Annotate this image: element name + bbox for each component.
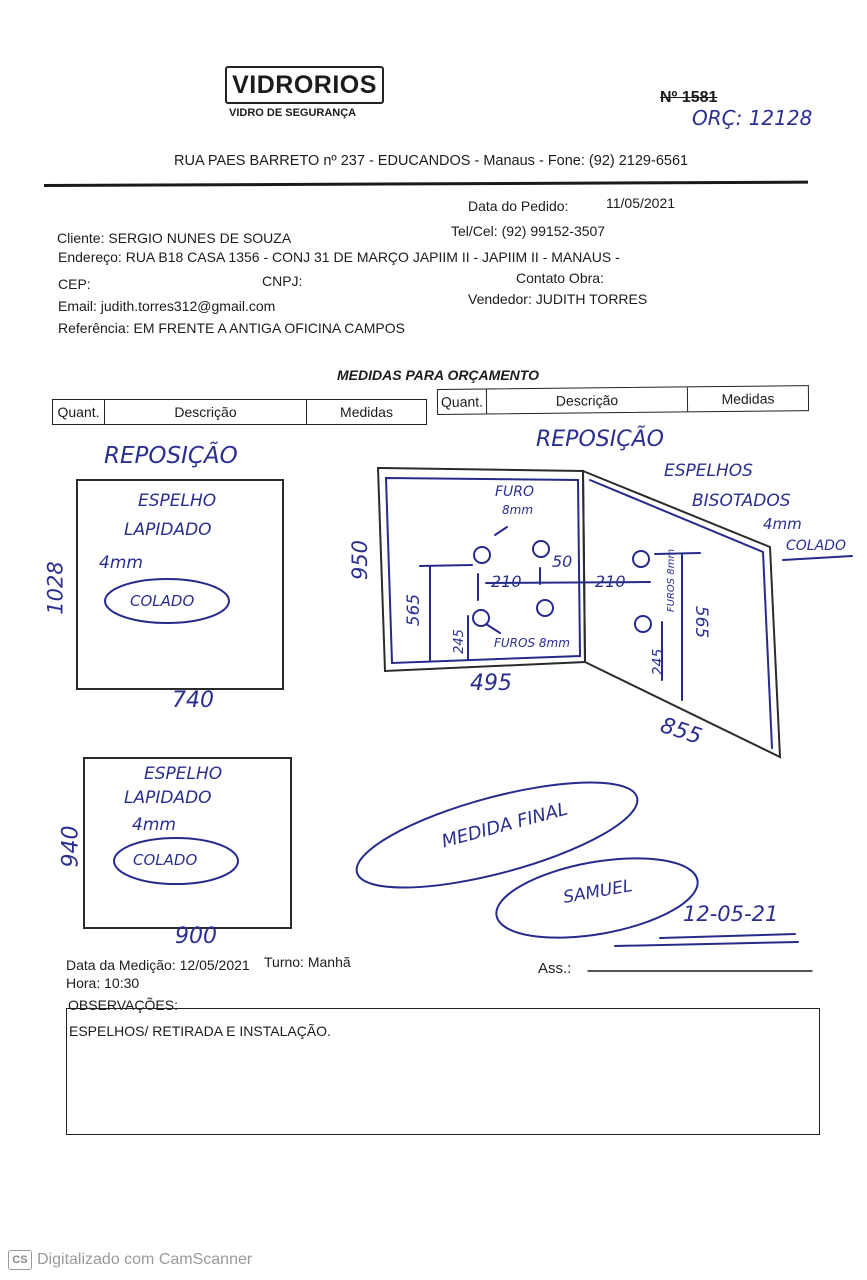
colado-underline <box>783 556 852 560</box>
obs-text: ESPELHOS/ RETIRADA E INSTALAÇÃO. <box>69 1023 331 1039</box>
mirror-2-thickness: 4mm <box>132 815 176 835</box>
furo-size: 8mm <box>502 503 534 517</box>
camscanner-badge: CS <box>8 1250 32 1270</box>
mirror-1-colado: COLADO <box>130 592 195 610</box>
order-date-label: Data do Pedido: <box>468 198 569 214</box>
dim-tick <box>420 565 472 566</box>
col-qty: Quant. <box>438 389 487 414</box>
hole-marker <box>633 551 649 567</box>
dim-50: 50 <box>552 552 573 571</box>
corner-height: 950 <box>348 539 373 581</box>
obs-box <box>66 1008 820 1135</box>
signer-name: SAMUEL <box>561 876 634 908</box>
furos-pointer <box>486 624 500 633</box>
mirror-1-width: 740 <box>172 688 214 713</box>
measures-title: MEDIDAS PARA ORÇAMENTO <box>337 367 539 383</box>
client-address: Endereço: RUA B18 CASA 1356 - CONJ 31 DE MARÇO JAPIIM II - JAPIIM II - MANAUS - <box>58 249 620 265</box>
dim-855: 855 <box>657 713 705 750</box>
dim-210-b: 210 <box>595 572 626 591</box>
measure-turn: Turno: Manhã <box>264 954 351 970</box>
hole-marker <box>537 600 553 616</box>
company-address: RUA PAES BARRETO nº 237 - EDUCANDOS - Manaus - Fone: (92) 2129-6561 <box>174 153 689 169</box>
client-phone: Tel/Cel: (92) 99152-3507 <box>451 223 606 239</box>
brand-logo: VIDRORIOS <box>225 66 384 104</box>
corner-desc-3: 4mm <box>763 515 802 533</box>
client-name: Cliente: SERGIO NUNES DE SOUZA <box>57 230 292 246</box>
mirror-1-height: 1028 <box>43 561 68 615</box>
col-qty: Quant. <box>53 400 105 424</box>
col-meas: Medidas <box>340 404 393 420</box>
dim-245-left: 245 <box>451 629 467 654</box>
final-measure-text: MEDIDA FINAL <box>439 798 570 853</box>
dim-565-left: 565 <box>404 593 425 627</box>
mirror-1-title: ESPELHO <box>138 491 217 511</box>
date-underline <box>660 934 795 938</box>
corner-desc-1: ESPELHOS <box>664 461 753 481</box>
dim-495: 495 <box>470 671 512 696</box>
furos-bottom-label: FUROS 8mm <box>494 636 570 650</box>
col-desc: Descrição <box>105 400 307 424</box>
brand-tagline: VIDRO DE SEGURANÇA <box>229 107 357 119</box>
camscanner-text: Digitalizado com CamScanner <box>37 1251 253 1268</box>
mirror-1-outline <box>77 480 283 689</box>
hole-marker <box>473 610 489 626</box>
cnpj-label: CNPJ: <box>262 273 303 289</box>
seller-name: Vendedor: JUDITH TORRES <box>468 291 648 307</box>
mirror-2-title: ESPELHO <box>144 764 223 784</box>
mirror-2-colado: COLADO <box>133 851 198 869</box>
hole-marker <box>533 541 549 557</box>
order-date-value: 11/05/2021 <box>606 195 676 211</box>
sign-date: 12-05-21 <box>683 902 779 926</box>
mirror-2-finish: LAPIDADO <box>124 788 212 808</box>
mirror-2-height: 940 <box>58 825 84 868</box>
mirror-2-width: 900 <box>175 924 217 949</box>
dim-245-right: 245 <box>650 648 667 676</box>
furo-label: FURO <box>495 484 535 500</box>
dim-565-right: 565 <box>691 605 712 639</box>
col-desc: Descrição <box>487 387 688 413</box>
hole-marker <box>474 547 490 563</box>
corner-desc-2: BISOTADOS <box>692 491 791 511</box>
order-number: Nº 1581 <box>660 89 718 106</box>
dim-tick <box>655 553 700 554</box>
mirror-1-finish: LAPIDADO <box>124 520 212 540</box>
mirror-1-thickness: 4mm <box>99 553 143 573</box>
reference: Referência: EM FRENTE A ANTIGA OFICINA CAMPOS <box>58 320 405 336</box>
furos-right-label: FUROS 8mm <box>666 548 678 613</box>
orc-number-handwritten: ORÇ: 12128 <box>692 106 813 130</box>
signature-label: Ass.: <box>538 960 572 977</box>
measure-hour: Hora: 10:30 <box>66 975 140 991</box>
furo-pointer <box>495 527 507 535</box>
repos-right-label: REPOSIÇÃO <box>536 427 664 452</box>
client-email: Email: judith.torres312@gmail.com <box>58 298 276 314</box>
hole-marker <box>635 616 651 632</box>
dim-210-a: 210 <box>491 572 522 591</box>
date-underline <box>615 942 798 946</box>
cep-label: CEP: <box>58 276 91 292</box>
repos-left-label: REPOSIÇÃO <box>104 443 238 469</box>
corner-colado: COLADO <box>786 538 846 554</box>
measure-date: Data da Medição: 12/05/2021 <box>66 957 250 973</box>
contact-label: Contato Obra: <box>516 270 604 286</box>
obs-label: OBSERVAÇÕES: <box>68 997 178 1013</box>
col-meas: Medidas <box>721 390 775 408</box>
